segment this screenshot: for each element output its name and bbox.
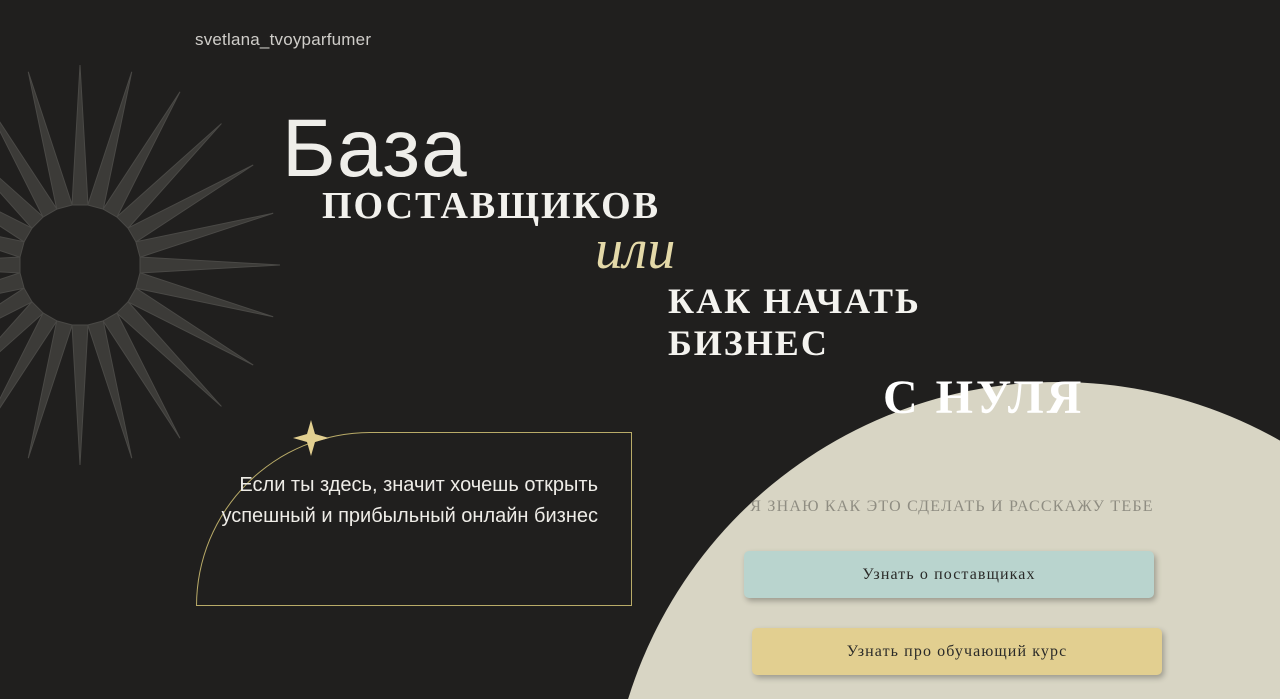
note-text: Если ты здесь, значит хочешь открыть успешный и прибыльный онлайн бизнес: [221, 474, 598, 527]
headline-line-3: или: [595, 218, 676, 281]
four-point-star-icon: [291, 418, 331, 458]
headline-line-4: КАК НАЧАТЬ БИЗНЕС: [668, 280, 921, 363]
sunburst-icon: [0, 55, 290, 475]
tagline: Я ЗНАЮ КАК ЭТО СДЕЛАТЬ И РАССКАЖУ ТЕБЕ: [750, 498, 1154, 515]
account-handle: svetlana_tvoyparfumer: [195, 30, 372, 49]
headline-line-5: С НУЛЯ: [883, 370, 1085, 424]
headline-line-1: База: [282, 103, 468, 194]
headline-block: [270, 103, 1090, 425]
headline-line-2: ПОСТАВЩИКОВ: [322, 184, 661, 227]
suppliers-button[interactable]: Узнать о поставщиках: [744, 551, 1154, 598]
course-button[interactable]: Узнать про обучающий курс: [752, 628, 1162, 675]
